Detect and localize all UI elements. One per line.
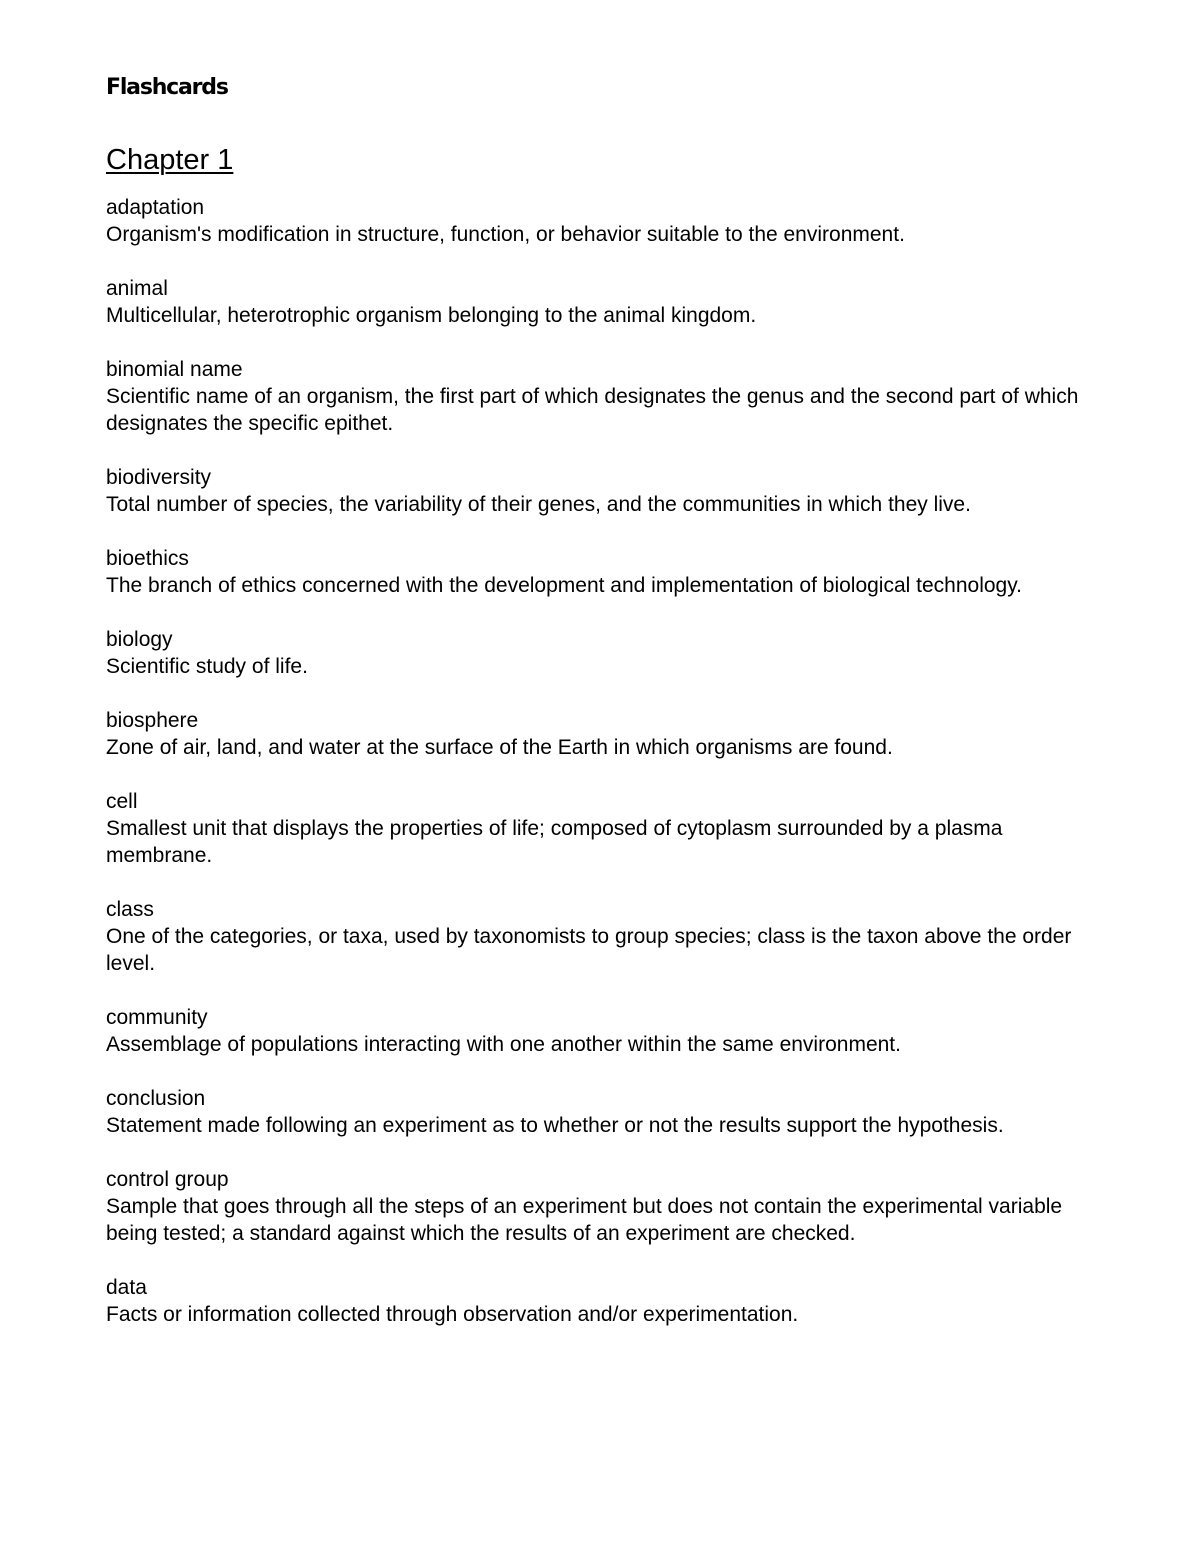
glossary-term: biodiversity xyxy=(106,466,212,489)
glossary-definition: One of the categories, or taxa, used by taxonomists to group species; class is the taxon above the order level. xyxy=(106,925,1072,975)
glossary-entry-control-group xyxy=(106,1166,1106,1247)
glossary-term: bioethics xyxy=(106,547,189,570)
document-title: Flashcards xyxy=(106,75,228,100)
document-page xyxy=(106,70,1106,1355)
glossary-entry-bioethics xyxy=(106,545,1106,599)
glossary-entry-adaptation xyxy=(106,194,1106,248)
glossary-entry-data xyxy=(106,1274,1106,1328)
glossary-term: control group xyxy=(106,1168,229,1191)
glossary-entry-biodiversity xyxy=(106,464,1106,518)
glossary-definition: Scientific study of life. xyxy=(106,655,308,678)
glossary-term: animal xyxy=(106,277,168,300)
glossary-definition: Multicellular, heterotrophic organism belonging to the animal kingdom. xyxy=(106,304,757,327)
glossary-term: biosphere xyxy=(106,709,199,732)
glossary-definition: Total number of species, the variability of their genes, and the communities in which they live. xyxy=(106,493,971,516)
glossary-term: class xyxy=(106,898,154,921)
glossary-definition: Scientific name of an organism, the first part of which designates the genus and the second part of which designates the specific epithet. xyxy=(106,385,1079,435)
glossary-entry-binomial-name xyxy=(106,356,1106,437)
glossary-term: community xyxy=(106,1006,208,1029)
glossary-term: data xyxy=(106,1276,147,1299)
glossary-term: adaptation xyxy=(106,196,205,219)
glossary-definition: Smallest unit that displays the properties of life; composed of cytoplasm surrounded by a plasma membrane. xyxy=(106,817,1003,867)
glossary-term: conclusion xyxy=(106,1087,206,1110)
glossary-definition: Statement made following an experiment as to whether or not the results support the hypothesis. xyxy=(106,1114,1004,1137)
glossary-entry-cell xyxy=(106,788,1106,869)
glossary-entry-biology xyxy=(106,626,1106,680)
glossary-entry-community xyxy=(106,1004,1106,1058)
glossary-list xyxy=(106,194,1106,1328)
glossary-definition: Zone of air, land, and water at the surface of the Earth in which organisms are found. xyxy=(106,736,893,759)
chapter-heading: Chapter 1 xyxy=(106,144,234,176)
glossary-definition: Assemblage of populations interacting with one another within the same environment. xyxy=(106,1033,901,1056)
glossary-entry-conclusion xyxy=(106,1085,1106,1139)
glossary-term: biology xyxy=(106,628,173,651)
glossary-definition: The branch of ethics concerned with the development and implementation of biological technology. xyxy=(106,574,1023,597)
glossary-entry-biosphere xyxy=(106,707,1106,761)
glossary-term: cell xyxy=(106,790,138,813)
glossary-term: binomial name xyxy=(106,358,243,381)
glossary-definition: Sample that goes through all the steps of an experiment but does not contain the experimental variable being tested; a standard against which the results of an experiment are checked. xyxy=(106,1195,1063,1245)
glossary-definition: Facts or information collected through observation and/or experimentation. xyxy=(106,1303,799,1326)
glossary-entry-animal xyxy=(106,275,1106,329)
glossary-entry-class xyxy=(106,896,1106,977)
glossary-definition: Organism's modification in structure, function, or behavior suitable to the environment. xyxy=(106,223,905,246)
